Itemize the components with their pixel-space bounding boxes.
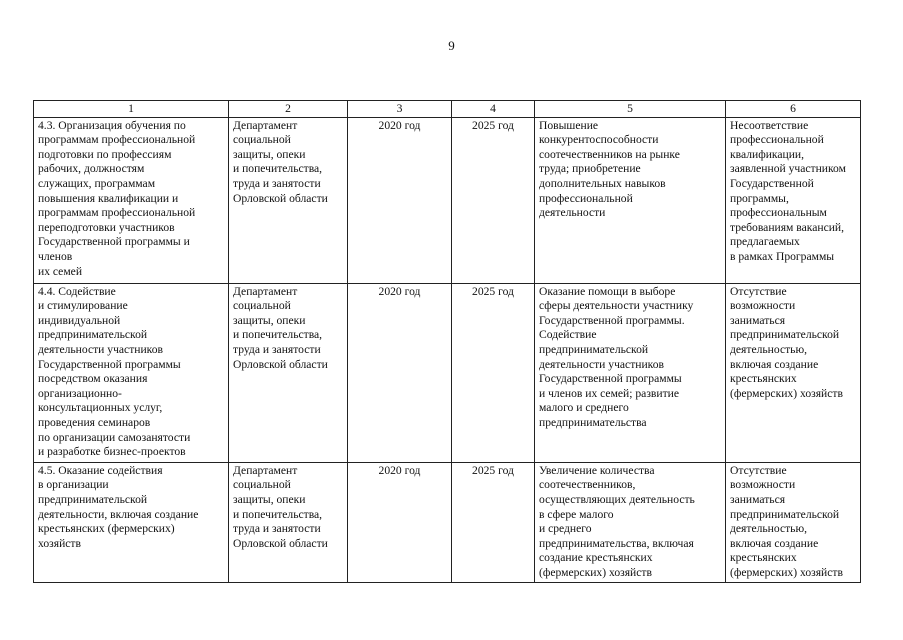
- column-number-row: [34, 101, 861, 118]
- start-year-cell: 2020 год: [348, 117, 452, 283]
- activity-cell: 4.3. Организация обучения по программам профессиональной подготовки по профессиям рабочих, должностям служащих, программам повышения квалификации и программам профессиональной переподготовки участников Государственной программы и членов их семей: [34, 117, 229, 283]
- end-year-cell: 2025 год: [452, 117, 535, 283]
- column-header: 3: [348, 101, 452, 118]
- executor-cell: Департамент социальной защиты, опеки и попечительства, труда и занятости Орловской области: [229, 462, 348, 583]
- risk-cell: Несоответствие профессиональной квалификации, заявленной участником Государственной программы, профессиональным требованиям вакансий, предлагаемых в рамках Программы: [726, 117, 861, 283]
- activity-cell: 4.4. Содействие и стимулирование индивидуальной предпринимательской деятельности участников Государственной программы посредством оказания организационно- консультационных услуг, проведения семинаров по организации самозанятости и разработке бизнес-проектов: [34, 283, 229, 462]
- executor-cell: Департамент социальной защиты, опеки и попечительства, труда и занятости Орловской области: [229, 283, 348, 462]
- column-header: 1: [34, 101, 229, 118]
- table-row: [34, 462, 861, 583]
- start-year-cell: 2020 год: [348, 462, 452, 583]
- end-year-cell: 2025 год: [452, 462, 535, 583]
- start-year-cell: 2020 год: [348, 283, 452, 462]
- program-activities-table: [33, 100, 861, 583]
- column-header: 5: [535, 101, 726, 118]
- end-year-cell: 2025 год: [452, 283, 535, 462]
- column-header: 4: [452, 101, 535, 118]
- page-number: 9: [448, 38, 455, 53]
- table-row: [34, 117, 861, 283]
- column-header: 2: [229, 101, 348, 118]
- column-header: 6: [726, 101, 861, 118]
- executor-cell: Департамент социальной защиты, опеки и попечительства, труда и занятости Орловской области: [229, 117, 348, 283]
- activity-cell: 4.5. Оказание содействия в организации предпринимательской деятельности, включая создание крестьянских (фермерских) хозяйств: [34, 462, 229, 583]
- risk-cell: Отсутствие возможности заниматься предпринимательской деятельностью, включая создание крестьянских (фермерских) хозяйств: [726, 462, 861, 583]
- risk-cell: Отсутствие возможности заниматься предпринимательской деятельностью, включая создание крестьянских (фермерских) хозяйств: [726, 283, 861, 462]
- result-cell: Повышение конкурентоспособности соотечественников на рынке труда; приобретение дополнительных навыков профессиональной деятельности: [535, 117, 726, 283]
- table-row: [34, 283, 861, 462]
- result-cell: Оказание помощи в выборе сферы деятельности участнику Государственной программы. Содействие предпринимательской деятельности участников Государственной программы и членов их семей; развитие малого и среднего предпринимательства: [535, 283, 726, 462]
- result-cell: Увеличение количества соотечественников, осуществляющих деятельность в сфере малого и среднего предпринимательства, включая создание крестьянских (фермерских) хозяйств: [535, 462, 726, 583]
